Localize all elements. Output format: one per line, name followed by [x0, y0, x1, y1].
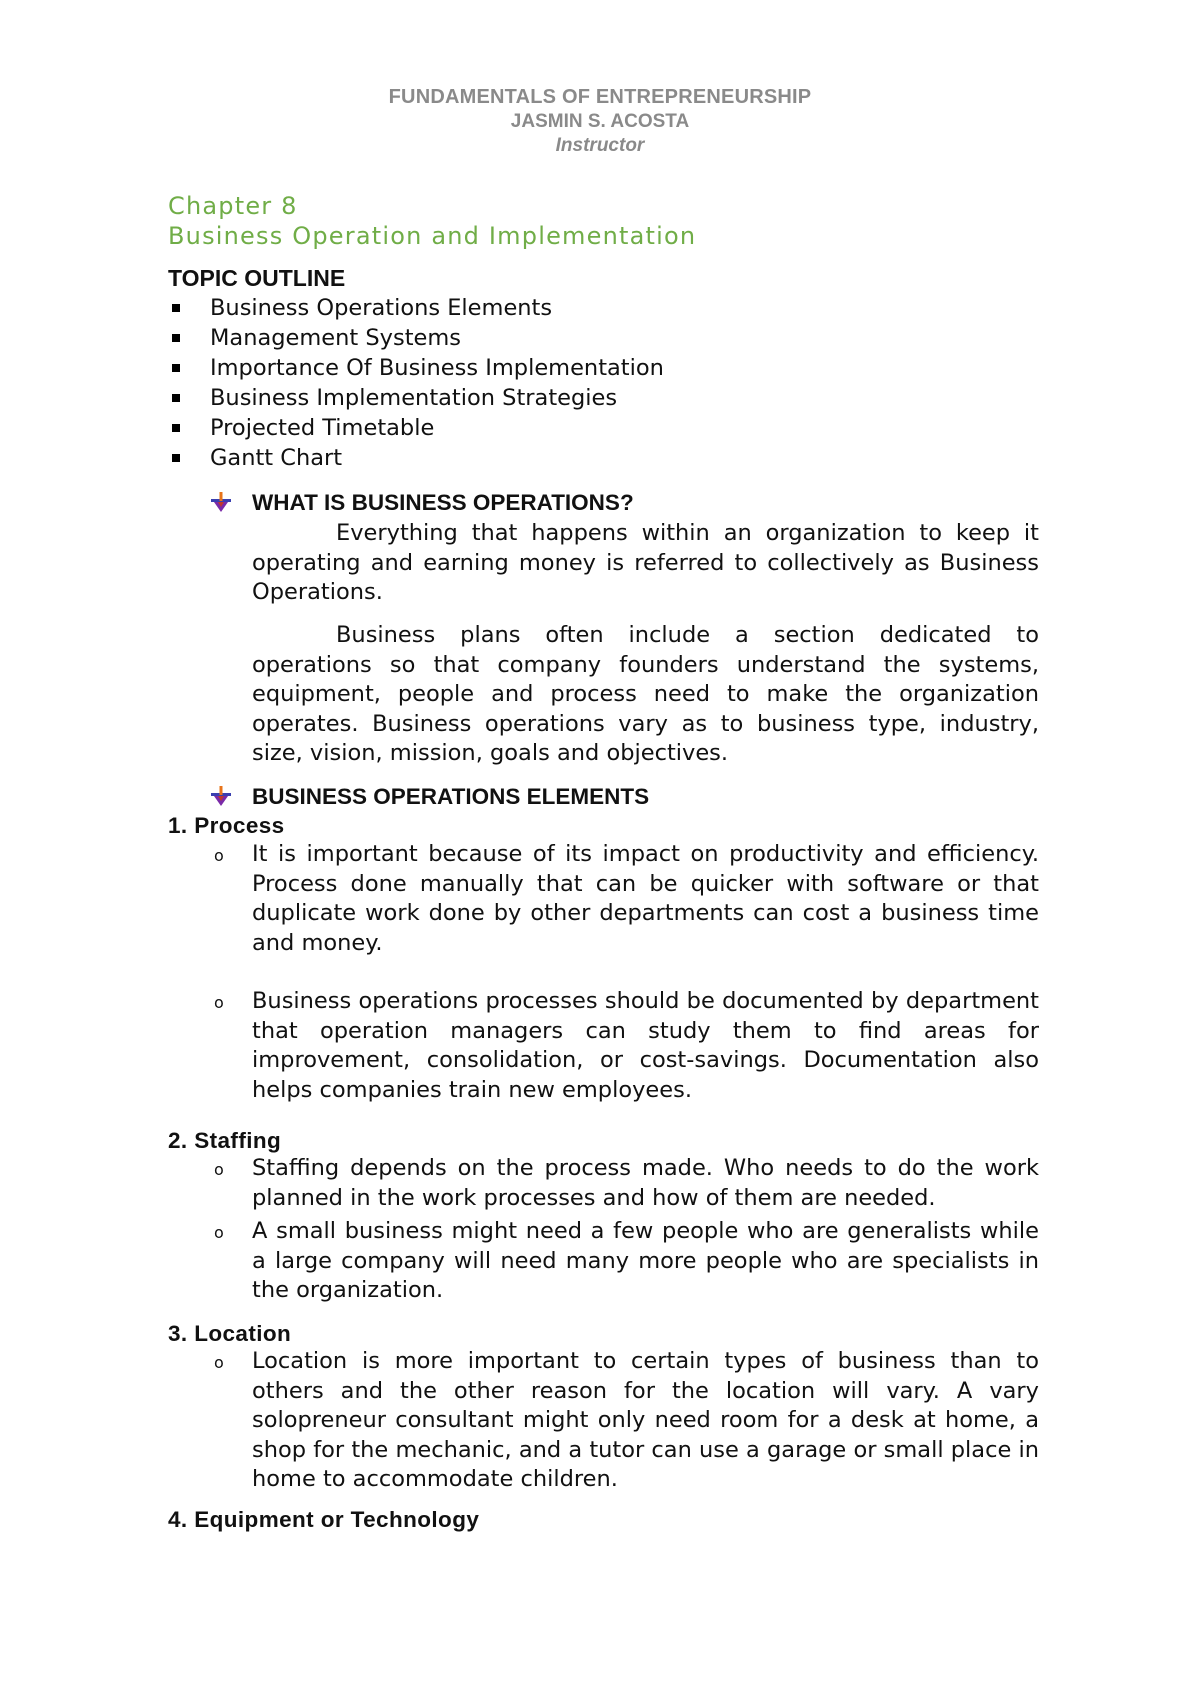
chapter-number: Chapter 8 — [168, 192, 298, 220]
instructor-role: Instructor — [555, 135, 645, 156]
section-heading-elements — [210, 782, 649, 812]
chapter-title: Business Operation and Implementation — [168, 222, 697, 250]
outline-item-label: Importance Of Business Implementation — [210, 355, 664, 381]
outline-item-label: Business Implementation Strategies — [210, 385, 618, 411]
list-item — [214, 987, 1039, 1105]
list-item-text: Location is more important to certain types of business than to others and the other reason for the location will vary. A vary solopreneur consultant might only need room for a desk at home, a shop for the mechanic, and a tutor can use a garage or small place in home to accommodate children. — [252, 1348, 1039, 1492]
square-bullet-icon — [172, 454, 180, 462]
circle-bullet-icon: o — [214, 1160, 224, 1179]
square-bullet-icon — [172, 304, 180, 312]
down-arrow-bullet-icon — [210, 491, 232, 513]
list-item — [214, 1154, 1039, 1213]
list-item — [214, 840, 1039, 958]
circle-bullet-icon: o — [214, 1223, 224, 1242]
element-title: 1. Process — [168, 813, 285, 838]
outline-item — [168, 443, 664, 473]
paragraph — [252, 519, 1039, 608]
circle-bullet-icon: o — [214, 1353, 224, 1372]
outline-item-label: Business Operations Elements — [210, 295, 553, 321]
paragraph — [252, 621, 1039, 769]
list-item-text: It is important because of its impact on productivity and efficiency. Process done manually that can be quicker with software or that duplicate work done by other departments can cost a business time and money. — [252, 841, 1039, 956]
element-title: 4. Equipment or Technology — [168, 1507, 480, 1532]
instructor-name: JASMIN S. ACOSTA — [510, 111, 690, 132]
list-item-text: Business operations processes should be documented by department that operation managers can study them to find areas for improvement, consolidation, or cost-savings. Documentation also helps companies train new employees. — [252, 988, 1039, 1103]
paragraph-text: Business plans often include a section dedicated to operations so that company founders understand the systems, equipment, people and process need to make the organization operates. Business operations vary as to business type, industry, size, vision, mission, goals and objectives. — [252, 622, 1039, 766]
square-bullet-icon — [172, 394, 180, 402]
circle-bullet-icon: o — [214, 993, 224, 1012]
paragraph-text: Everything that happens within an organization to keep it operating and earning money is referred to collectively as Business Operations. — [252, 520, 1039, 605]
outline-item — [168, 353, 664, 383]
square-bullet-icon — [172, 334, 180, 342]
square-bullet-icon — [172, 364, 180, 372]
outline-item-label: Management Systems — [210, 325, 461, 351]
list-item-text: A small business might need a few people who are generalists while a large company will need many more people who are specialists in the organization. — [252, 1218, 1039, 1303]
list-item — [214, 1217, 1039, 1306]
element-title: 2. Staffing — [168, 1128, 282, 1153]
section-heading-label: WHAT IS BUSINESS OPERATIONS? — [252, 490, 634, 515]
list-item — [214, 1347, 1039, 1495]
section-heading-label: BUSINESS OPERATIONS ELEMENTS — [252, 784, 650, 809]
outline-item — [168, 323, 664, 353]
section-heading-what-is — [210, 488, 634, 518]
outline-item-label: Projected Timetable — [210, 415, 435, 441]
square-bullet-icon — [172, 424, 180, 432]
element-title: 3. Location — [168, 1321, 292, 1346]
topic-outline-heading: TOPIC OUTLINE — [168, 265, 346, 291]
outline-item — [168, 383, 664, 413]
circle-bullet-icon: o — [214, 846, 224, 865]
outline-item-label: Gantt Chart — [210, 445, 343, 471]
list-item-text: Staffing depends on the process made. Who needs to do the work planned in the work processes and how of them are needed. — [252, 1155, 1039, 1211]
outline-item — [168, 413, 664, 443]
down-arrow-bullet-icon — [210, 785, 232, 807]
topic-outline-list — [168, 293, 664, 473]
outline-item — [168, 293, 664, 323]
course-title: FUNDAMENTALS OF ENTREPRENEURSHIP — [388, 86, 812, 108]
